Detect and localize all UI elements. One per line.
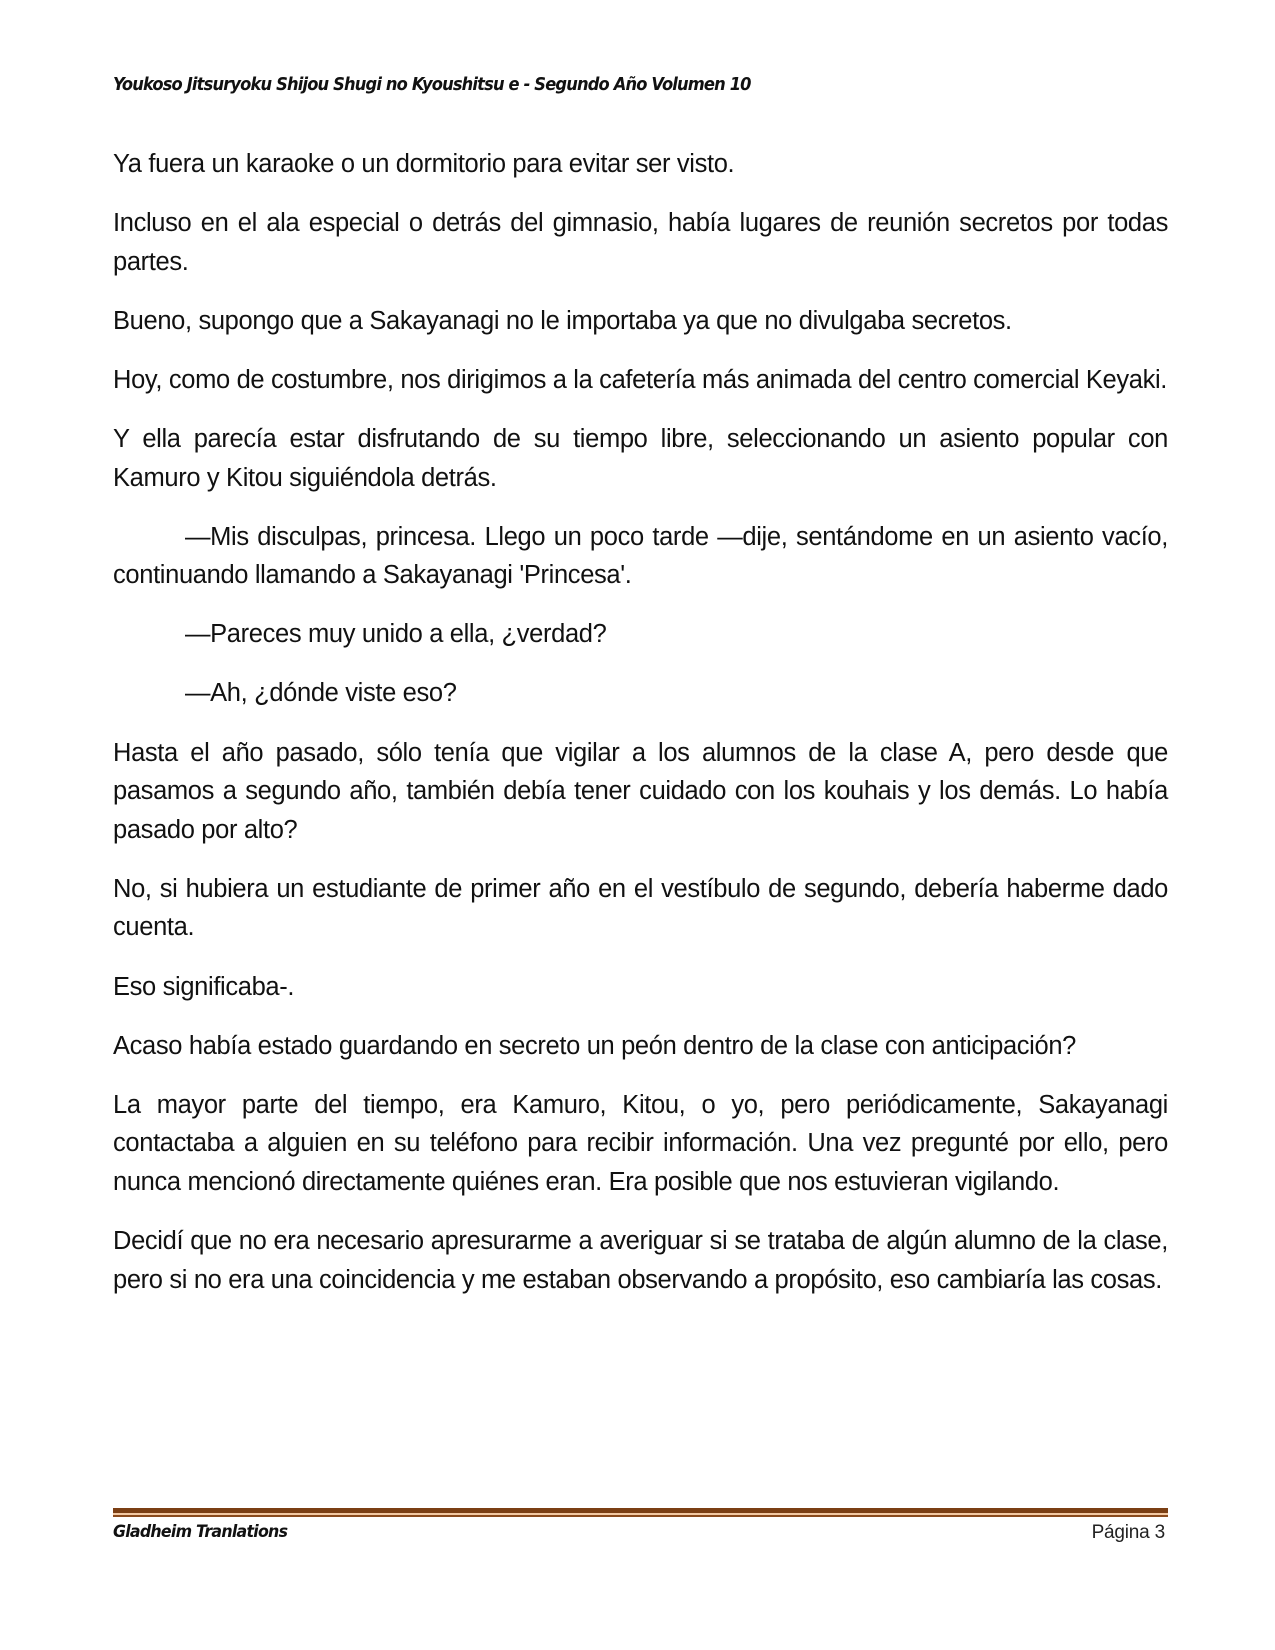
paragraph: Incluso en el ala especial o detrás del gimnasio, había lugares de reunión secretos por todas partes.: [113, 209, 1168, 276]
body-text: [113, 145, 1168, 1320]
dialogue-paragraph: —Mis disculpas, princesa. Llego un poco tarde —dije, sentándome en un asiento vacío, continuando llamando a Sakayanagi 'Princesa'.: [113, 522, 1168, 590]
dialogue-paragraph: —Ah, ¿dónde viste eso?: [185, 679, 457, 708]
page-number: Página 3: [1091, 1522, 1165, 1543]
paragraph: Bueno, supongo que a Sakayanagi no le importaba ya que no divulgaba secretos.: [113, 306, 1012, 335]
footer-divider-thin-line: [113, 1515, 1168, 1517]
paragraph: No, si hubiera un estudiante de primer año en el vestíbulo de segundo, debería haberme dado cuenta.: [113, 874, 1168, 942]
footer-credit: Gladheim Tranlations: [113, 1522, 288, 1542]
paragraph: Ya fuera un karaoke o un dormitorio para evitar ser visto.: [113, 150, 735, 178]
paragraph: Hoy, como de costumbre, nos dirigimos a la cafetería más animada del centro comercial Keyaki.: [113, 365, 1168, 394]
paragraph: Eso significaba-.: [113, 972, 295, 1001]
paragraph: Acaso había estado guardando en secreto un peón dentro de la clase con anticipación?: [113, 1031, 1076, 1060]
paragraph: Decidí que no era necesario apresurarme a averiguar si se trataba de algún alumno de la clase, pero si no era una coincidencia y me estaban observando a propósito, eso cambiaría las cosas.: [113, 1226, 1168, 1294]
footer-divider: [113, 1508, 1168, 1517]
paragraph: La mayor parte del tiempo, era Kamuro, Kitou, o yo, pero periódicamente, Sakayanagi contactaba a alguien en su teléfono para recibir información. Una vez pregunté por ello, pero nunca mencionó directamente quiénes eran. Era posible que nos estuvieran vigilando.: [113, 1090, 1168, 1196]
paragraph: Hasta el año pasado, sólo tenía que vigilar a los alumnos de la clase A, pero desde que pasamos a segundo año, también debía tener cuidado con los kouhais y los demás. Lo había pasado por alto?: [113, 738, 1168, 844]
paragraph: Y ella parecía estar disfrutando de su tiempo libre, seleccionando un asiento popular con Kamuro y Kitou siguiéndola detrás.: [113, 424, 1168, 492]
dialogue-paragraph: —Pareces muy unido a ella, ¿verdad?: [185, 620, 607, 649]
running-header-title: Youkoso Jitsuryoku Shijou Shugi no Kyoushitsu e - Segundo Año Volumen 10: [113, 75, 751, 95]
